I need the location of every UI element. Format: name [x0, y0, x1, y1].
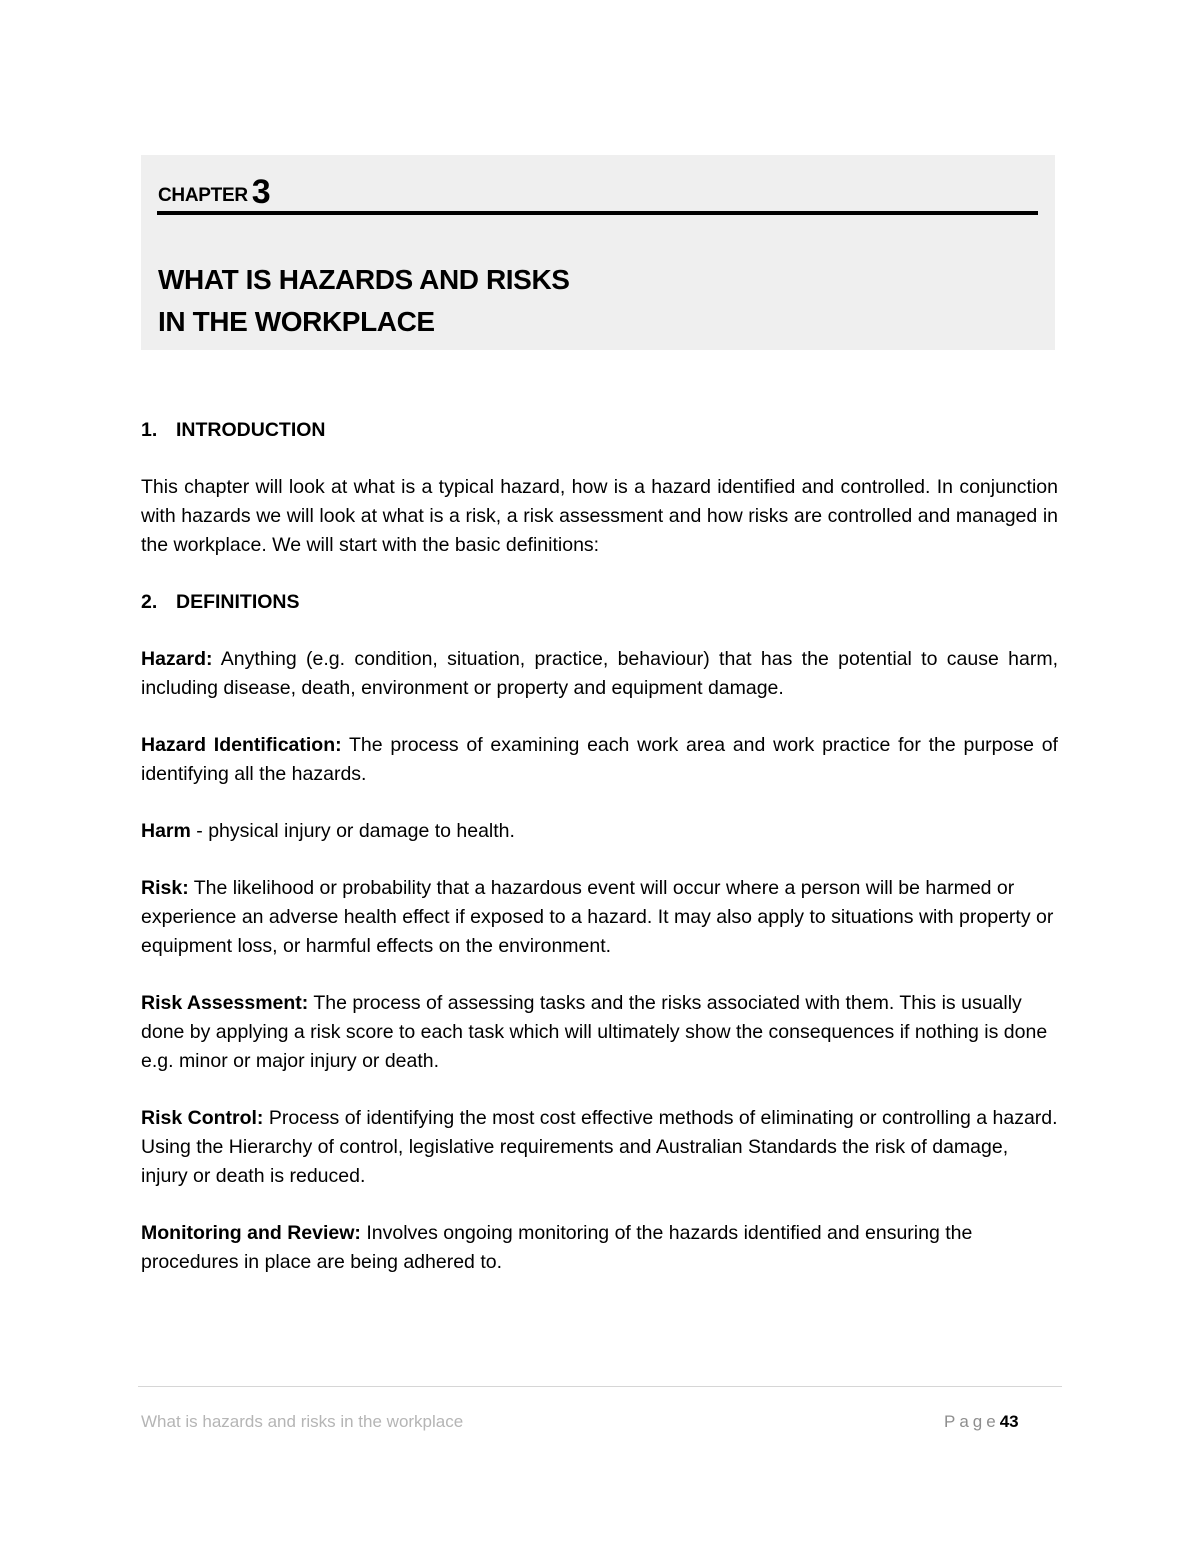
section-number: 1.: [141, 419, 158, 441]
definition-text: - physical injury or damage to health.: [190, 820, 515, 842]
definition-term: Monitoring and Review:: [141, 1222, 361, 1244]
chapter-word: CHAPTER: [158, 185, 248, 206]
definition-harm: [141, 817, 1058, 846]
section-heading-definitions: [141, 588, 1058, 617]
definition-risk-control: [141, 1104, 1058, 1191]
section-number: 2.: [141, 591, 158, 613]
definition-text: The process of examining each work area and work practice for the purpose of identifying all the hazards.: [141, 734, 1058, 785]
definition-risk: [141, 874, 1058, 961]
chapter-header-box: [141, 155, 1055, 350]
definition-term: Risk Assessment:: [141, 992, 309, 1014]
chapter-label: [158, 173, 270, 212]
section-title: DEFINITIONS: [176, 591, 300, 613]
footer-divider: [138, 1386, 1062, 1387]
section-heading-introduction: [141, 416, 1058, 445]
definition-risk-assessment: [141, 989, 1058, 1076]
definition-term: Risk Control:: [141, 1107, 264, 1129]
definition-text: Anything (e.g. condition, situation, practice, behaviour) that has the potential to cause harm, including disease, death, environment or property and equipment damage.: [141, 648, 1058, 699]
chapter-title-line-1: WHAT IS HAZARDS AND RISKS: [158, 264, 570, 295]
chapter-divider: [157, 211, 1038, 215]
definition-term: Risk:: [141, 877, 189, 899]
chapter-number: 3: [251, 173, 271, 211]
definition-term: Hazard Identification:: [141, 734, 342, 756]
page-indicator: [944, 1412, 1019, 1432]
definition-text: Involves ongoing monitoring of the hazards identified and ensuring the procedures in place are being adhered to.: [141, 1222, 973, 1273]
definition-hazard: [141, 645, 1058, 703]
chapter-title-line-2: IN THE WORKPLACE: [158, 306, 435, 337]
introduction-paragraph: This chapter will look at what is a typical hazard, how is a hazard identified and controlled. In conjunction with hazards we will look at what is a risk, a risk assessment and how risks are controlled and managed in the workplace. We will start with the basic definitions:: [141, 476, 1058, 556]
chapter-title: [158, 259, 570, 343]
footer-title: What is hazards and risks in the workplace: [141, 1412, 464, 1431]
definition-hazard-identification: [141, 731, 1058, 789]
definition-text: Process of identifying the most cost effective methods of eliminating or controlling a hazard. Using the Hierarchy of control, legislative requirements and Australian Standards the risk of damage, injury or death is reduced.: [141, 1107, 1058, 1187]
definition-monitoring-and-review: [141, 1219, 1058, 1277]
document-body: [141, 416, 1058, 1305]
definition-term: Harm: [141, 820, 191, 842]
definition-term: Hazard:: [141, 648, 213, 670]
page-number: 43: [999, 1412, 1019, 1431]
definition-text: The process of assessing tasks and the risks associated with them. This is usually done by applying a risk score to each task which will ultimately show the consequences if nothing is done e.g. minor or major injury or death.: [141, 992, 1048, 1072]
section-title: INTRODUCTION: [176, 419, 326, 441]
definition-text: The likelihood or probability that a hazardous event will occur where a person will be harmed or experience an adverse health effect if exposed to a hazard. It may also apply to situations with property or equipment loss, or harmful effects on the environment.: [141, 877, 1054, 957]
page-label: Page: [944, 1412, 1000, 1431]
